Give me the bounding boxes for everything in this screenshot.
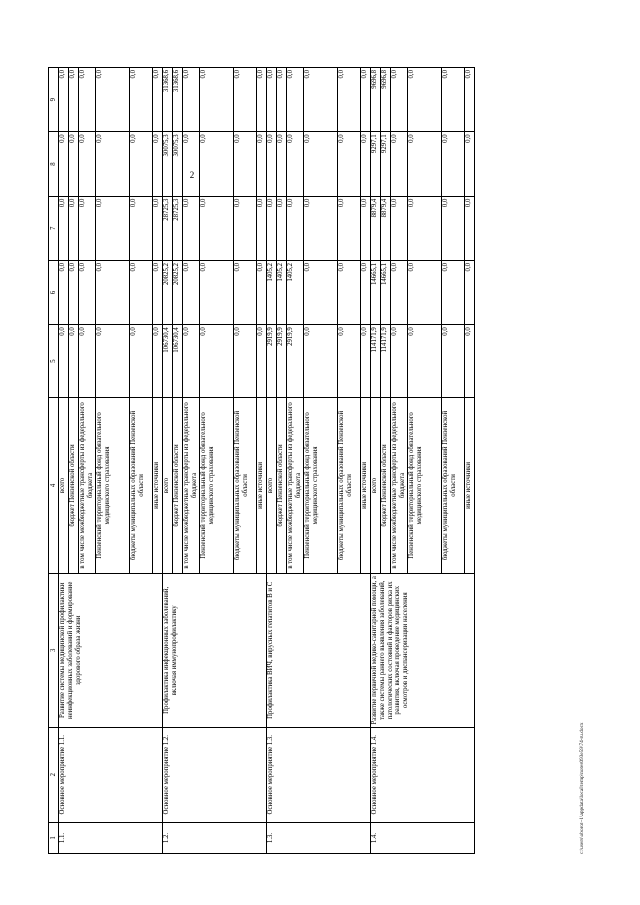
value-year-1: 1405,2 <box>277 260 287 324</box>
value-total: 0,0 <box>361 325 371 398</box>
column-number: 6 <box>49 260 59 324</box>
value-year-3: 0,0 <box>69 132 79 196</box>
table-body <box>59 68 475 854</box>
value-year-1: 20825,2 <box>173 260 183 324</box>
value-year-2: 0,0 <box>130 196 153 260</box>
table-row <box>267 68 277 854</box>
value-year-4: 0,0 <box>130 68 153 132</box>
value-year-2: 0,0 <box>200 196 234 260</box>
event-name: Развитие системы медицинской профилактики неинфекционных заболеваний и формирование здорового образа жизни <box>59 574 163 727</box>
funding-source: всего <box>371 397 381 573</box>
value-total: 106730,4 <box>173 325 183 398</box>
funding-source: бюджеты муниципальных образований Пензенской области <box>338 397 361 573</box>
value-year-3: 30075,3 <box>163 132 173 196</box>
value-year-2: 0,0 <box>287 196 304 260</box>
funding-source: в том числе межбюджетные трансферты из федерального бюджета <box>79 397 96 573</box>
value-total: 0,0 <box>391 325 408 398</box>
value-year-2: 0,0 <box>96 196 130 260</box>
value-year-1: 14665,1 <box>371 260 381 324</box>
value-year-2: 0,0 <box>183 196 200 260</box>
value-total: 0,0 <box>408 325 442 398</box>
value-year-3: 0,0 <box>153 132 163 196</box>
funding-source: иные источники <box>465 397 475 573</box>
value-year-4: 9696,8 <box>371 68 381 132</box>
value-total: 2919,9 <box>277 325 287 398</box>
column-number: 3 <box>49 574 59 727</box>
funding-source: Пензенский территориальный фонд обязательного медицинского страхования <box>200 397 234 573</box>
value-year-3: 0,0 <box>59 132 69 196</box>
value-year-3: 30075,3 <box>173 132 183 196</box>
value-year-4: 0,0 <box>304 68 338 132</box>
event-name: Развитие первичной медико-санитарной помощи, а также системы раннего выявления заболеваний, патологических состояний и факторов риска их развития, включая проведение медицинских осмотров и диспансеризации населения <box>371 574 475 727</box>
funding-source: всего <box>59 397 69 573</box>
event-type: Основное мероприятие 1.3. <box>267 727 371 822</box>
value-year-3: 0,0 <box>79 132 96 196</box>
value-total: 0,0 <box>153 325 163 398</box>
value-year-2: 0,0 <box>153 196 163 260</box>
value-total: 0,0 <box>304 325 338 398</box>
column-number-row <box>49 68 59 854</box>
value-year-1: 0,0 <box>69 260 79 324</box>
value-year-4: 0,0 <box>69 68 79 132</box>
column-number: 2 <box>49 727 59 822</box>
value-year-4: 9696,8 <box>381 68 391 132</box>
landscape-sheet <box>48 67 585 854</box>
table-row <box>59 68 69 854</box>
value-year-1: 1405,2 <box>287 260 304 324</box>
value-year-4: 0,0 <box>408 68 442 132</box>
funding-source: в том числе межбюджетные трансферты из федерального бюджета <box>183 397 200 573</box>
funding-source: бюджеты муниципальных образований Пензенской области <box>130 397 153 573</box>
column-number: 1 <box>49 822 59 853</box>
value-year-3: 0,0 <box>338 132 361 196</box>
column-number: 8 <box>49 132 59 196</box>
value-year-3: 0,0 <box>277 132 287 196</box>
funding-source: бюджеты муниципальных образований Пензенской области <box>442 397 465 573</box>
value-year-1: 0,0 <box>234 260 257 324</box>
value-year-4: 0,0 <box>96 68 130 132</box>
value-total: 0,0 <box>465 325 475 398</box>
value-year-3: 0,0 <box>408 132 442 196</box>
value-year-3: 0,0 <box>391 132 408 196</box>
value-year-1: 0,0 <box>442 260 465 324</box>
value-year-2: 0,0 <box>465 196 475 260</box>
value-year-4: 0,0 <box>277 68 287 132</box>
column-number: 9 <box>49 68 59 132</box>
value-year-4: 0,0 <box>361 68 371 132</box>
table-row <box>371 68 381 854</box>
funding-source: бюджеты муниципальных образований Пензенской области <box>234 397 257 573</box>
value-total: 0,0 <box>130 325 153 398</box>
value-year-2: 0,0 <box>277 196 287 260</box>
value-year-4: 0,0 <box>465 68 475 132</box>
value-year-3: 9297,1 <box>371 132 381 196</box>
value-year-1: 0,0 <box>338 260 361 324</box>
value-year-4: 0,0 <box>338 68 361 132</box>
value-year-4: 0,0 <box>234 68 257 132</box>
value-year-4: 0,0 <box>267 68 277 132</box>
funding-source: бюджет Пензенской области <box>277 397 287 573</box>
value-year-2: 8879,4 <box>371 196 381 260</box>
value-year-1: 0,0 <box>79 260 96 324</box>
value-year-2: 0,0 <box>234 196 257 260</box>
value-year-4: 0,0 <box>79 68 96 132</box>
value-total: 0,0 <box>257 325 267 398</box>
value-total: 0,0 <box>442 325 465 398</box>
value-year-2: 0,0 <box>391 196 408 260</box>
value-year-1: 0,0 <box>200 260 234 324</box>
value-year-3: 0,0 <box>442 132 465 196</box>
value-year-2: 0,0 <box>408 196 442 260</box>
value-year-3: 0,0 <box>130 132 153 196</box>
page-number: 2 <box>189 170 195 180</box>
value-total: 0,0 <box>96 325 130 398</box>
value-year-4: 0,0 <box>200 68 234 132</box>
event-number: 1.1. <box>59 822 163 853</box>
value-total: 114171,9 <box>371 325 381 398</box>
value-year-1: 0,0 <box>96 260 130 324</box>
value-total: 2919,9 <box>267 325 277 398</box>
value-year-2: 0,0 <box>361 196 371 260</box>
funding-source: бюджет Пензенской области <box>381 397 391 573</box>
value-total: 106730,4 <box>163 325 173 398</box>
column-number: 4 <box>49 397 59 573</box>
funding-source: всего <box>163 397 173 573</box>
value-year-3: 0,0 <box>96 132 130 196</box>
value-year-3: 0,0 <box>200 132 234 196</box>
value-year-1: 14665,1 <box>381 260 391 324</box>
value-year-1: 0,0 <box>361 260 371 324</box>
value-year-4: 0,0 <box>287 68 304 132</box>
value-total: 0,0 <box>183 325 200 398</box>
funding-table <box>48 67 475 854</box>
value-total: 0,0 <box>69 325 79 398</box>
column-number: 5 <box>49 325 59 398</box>
value-total: 0,0 <box>79 325 96 398</box>
funding-source: Пензенский территориальный фонд обязательного медицинского страхования <box>304 397 338 573</box>
column-number: 7 <box>49 196 59 260</box>
value-year-2: 0,0 <box>338 196 361 260</box>
value-year-1: 0,0 <box>130 260 153 324</box>
value-year-1: 1405,2 <box>267 260 277 324</box>
value-year-1: 0,0 <box>183 260 200 324</box>
value-year-3: 0,0 <box>257 132 267 196</box>
value-year-4: 31368,6 <box>163 68 173 132</box>
value-year-2: 8879,4 <box>381 196 391 260</box>
value-year-3: 0,0 <box>304 132 338 196</box>
value-total: 114171,9 <box>381 325 391 398</box>
funding-source: всего <box>267 397 277 573</box>
funding-source: в том числе межбюджетные трансферты из федерального бюджета <box>287 397 304 573</box>
funding-source: в том числе межбюджетные трансферты из федерального бюджета <box>391 397 408 573</box>
value-total: 0,0 <box>200 325 234 398</box>
value-year-4: 0,0 <box>257 68 267 132</box>
value-year-1: 0,0 <box>59 260 69 324</box>
funding-source: иные источники <box>257 397 267 573</box>
value-year-4: 31368,6 <box>173 68 183 132</box>
value-year-3: 0,0 <box>234 132 257 196</box>
value-year-3: 0,0 <box>361 132 371 196</box>
value-year-2: 0,0 <box>257 196 267 260</box>
value-year-4: 0,0 <box>153 68 163 132</box>
event-type: Основное мероприятие 1.1. <box>59 727 163 822</box>
value-year-4: 0,0 <box>442 68 465 132</box>
value-year-1: 0,0 <box>391 260 408 324</box>
event-name: Профилактика ВИЧ, вирусных гепатитов В и С <box>267 574 371 727</box>
event-number: 1.3. <box>267 822 371 853</box>
value-year-1: 0,0 <box>304 260 338 324</box>
value-year-2: 0,0 <box>69 196 79 260</box>
event-type: Основное мероприятие 1.4. <box>371 727 475 822</box>
value-year-2: 0,0 <box>442 196 465 260</box>
event-name: Профилактика инфекционных заболеваний, включая иммунопрофилактику <box>163 574 267 727</box>
value-year-4: 0,0 <box>391 68 408 132</box>
value-year-2: 28725,3 <box>163 196 173 260</box>
funding-source: иные источники <box>153 397 163 573</box>
value-total: 0,0 <box>59 325 69 398</box>
funding-source: иные источники <box>361 397 371 573</box>
value-year-2: 0,0 <box>304 196 338 260</box>
value-year-1: 0,0 <box>465 260 475 324</box>
event-type: Основное мероприятие 1.2. <box>163 727 267 822</box>
funding-source: бюджет Пензенской области <box>173 397 183 573</box>
value-year-3: 0,0 <box>183 132 200 196</box>
value-year-1: 0,0 <box>153 260 163 324</box>
file-path-footer: c:\users\oborot~1\appdata\local\temp\notes093e59\74-ru.docx <box>579 722 585 854</box>
value-year-1: 0,0 <box>408 260 442 324</box>
value-year-4: 0,0 <box>183 68 200 132</box>
value-year-2: 0,0 <box>79 196 96 260</box>
value-year-3: 0,0 <box>465 132 475 196</box>
funding-source: бюджет Пензенской области <box>69 397 79 573</box>
value-year-3: 0,0 <box>267 132 277 196</box>
value-year-2: 0,0 <box>59 196 69 260</box>
value-year-2: 28725,3 <box>173 196 183 260</box>
value-total: 0,0 <box>234 325 257 398</box>
table-row <box>163 68 173 854</box>
value-year-1: 20825,2 <box>163 260 173 324</box>
value-year-1: 0,0 <box>257 260 267 324</box>
value-year-3: 9297,1 <box>381 132 391 196</box>
value-total: 2919,9 <box>287 325 304 398</box>
funding-source: Пензенский территориальный фонд обязательного медицинского страхования <box>408 397 442 573</box>
value-year-4: 0,0 <box>59 68 69 132</box>
value-year-3: 0,0 <box>287 132 304 196</box>
funding-source: Пензенский территориальный фонд обязательного медицинского страхования <box>96 397 130 573</box>
event-number: 1.2. <box>163 822 267 853</box>
value-total: 0,0 <box>338 325 361 398</box>
event-number: 1.4. <box>371 822 475 853</box>
value-year-2: 0,0 <box>267 196 277 260</box>
